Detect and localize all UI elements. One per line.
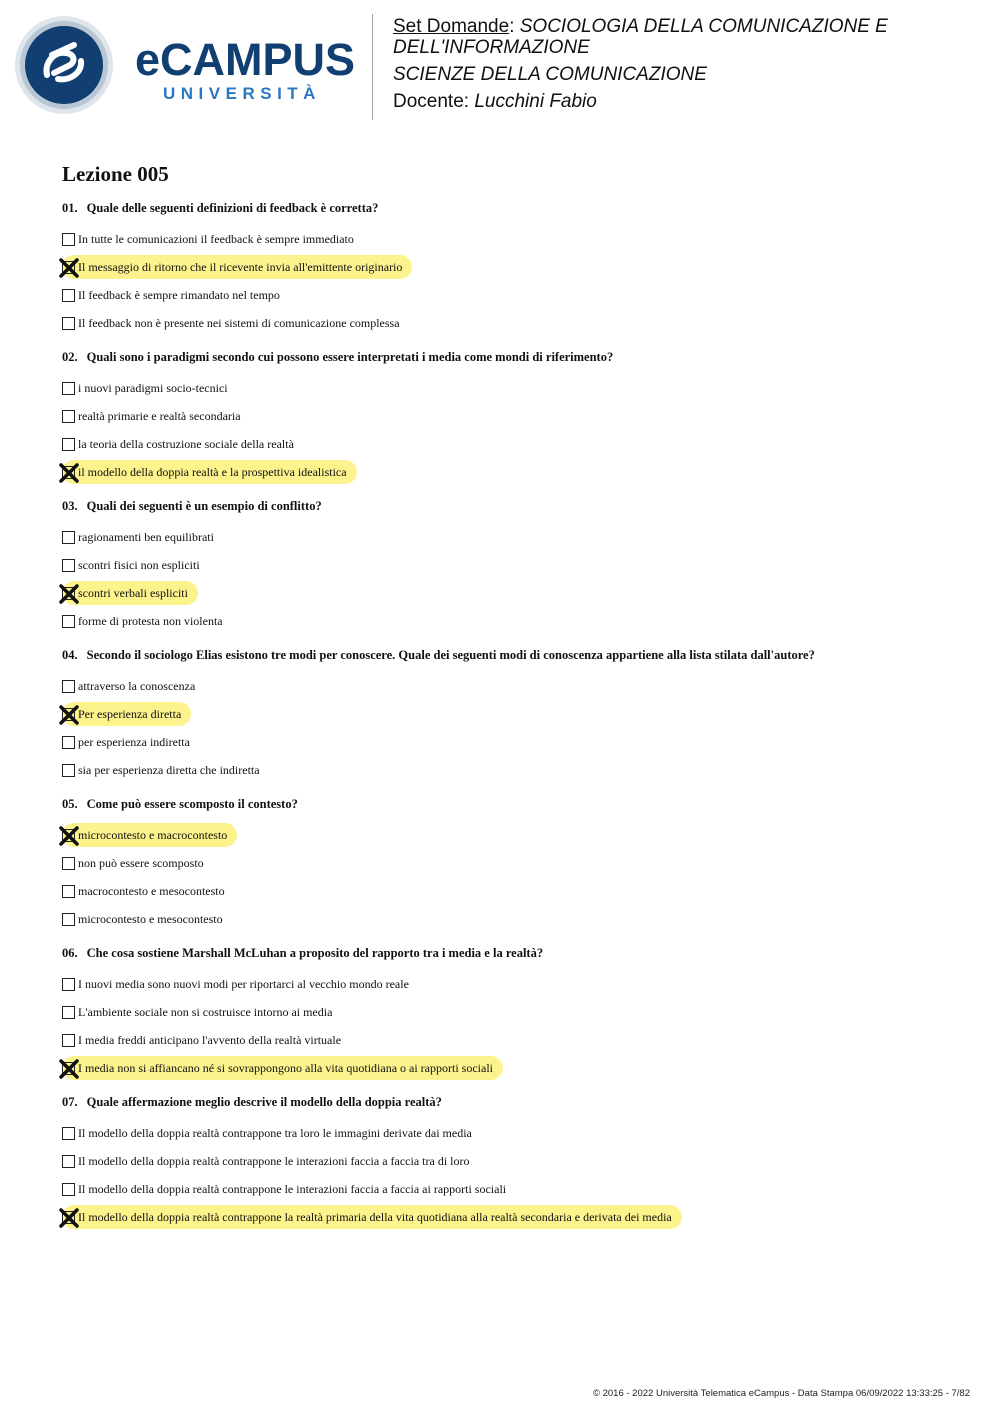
quiz-content	[62, 160, 962, 1243]
answer-option-correct[interactable]	[62, 579, 962, 607]
answer-option[interactable]	[62, 1147, 962, 1175]
answer-option[interactable]	[62, 1119, 962, 1147]
check-x-icon	[58, 704, 80, 726]
checkbox[interactable]	[62, 615, 75, 628]
answer-text: non può essere scomposto	[78, 856, 204, 870]
answer-option[interactable]	[62, 1026, 962, 1054]
checkbox[interactable]	[62, 857, 75, 870]
answer-option[interactable]	[62, 374, 962, 402]
question-number: 05.	[62, 797, 78, 811]
checkbox[interactable]	[62, 559, 75, 572]
page-footer: © 2016 - 2022 Università Telematica eCampus - Data Stampa 06/09/2022 13:33:25 - 7/82	[592, 1388, 970, 1399]
answer-text: macrocontesto e mesocontesto	[78, 884, 225, 898]
question-block	[62, 647, 962, 784]
answer-text: i nuovi paradigmi socio-tecnici	[78, 381, 228, 395]
question-text	[62, 945, 962, 961]
checkbox[interactable]	[62, 382, 75, 395]
answer-option[interactable]	[62, 430, 962, 458]
question-block	[62, 349, 962, 486]
answer-text: In tutte le comunicazioni il feedback è sempre immediato	[78, 232, 354, 246]
answer-option-correct[interactable]	[62, 700, 962, 728]
ecampus-wordmark	[135, 36, 365, 116]
question-label: Che cosa sostiene Marshall McLuhan a proposito del rapporto tra i media e la realtà?	[86, 946, 544, 960]
answer-text: la teoria della costruzione sociale della realtà	[78, 437, 294, 451]
question-label: Quali sono i paradigmi secondo cui possono essere interpretati i media come mondi di riferimento?	[86, 350, 614, 364]
checkbox[interactable]	[62, 531, 75, 544]
question-label: Quali dei seguenti è un esempio di conflitto?	[86, 499, 322, 513]
answer-text: Il modello della doppia realtà contrappone le interazioni faccia a faccia tra di loro	[78, 1154, 470, 1168]
checkbox[interactable]	[62, 1155, 75, 1168]
checkbox[interactable]	[62, 913, 75, 926]
teacher-name: Lucchini Fabio	[474, 91, 597, 112]
answer-text: forme di protesta non violenta	[78, 614, 223, 628]
question-text	[62, 200, 962, 216]
question-label: Secondo il sociologo Elias esistono tre modi per conoscere. Quale dei seguenti modi di conoscenza appartiene alla lista stilata dall'autore?	[86, 648, 815, 662]
answer-option[interactable]	[62, 877, 962, 905]
checkbox[interactable]	[62, 317, 75, 330]
answer-text: Il modello della doppia realtà contrappone tra loro le immagini derivate dai media	[78, 1126, 472, 1140]
answer-text: sia per esperienza diretta che indiretta	[78, 763, 260, 777]
check-x-icon	[58, 825, 80, 847]
checkbox[interactable]	[62, 410, 75, 423]
checkbox[interactable]	[62, 1034, 75, 1047]
check-x-icon	[58, 583, 80, 605]
answer-text: Il feedback non è presente nei sistemi di comunicazione complessa	[78, 316, 400, 330]
checkbox[interactable]	[62, 764, 75, 777]
answer-text: Il modello della doppia realtà contrappone la realtà primaria della vita quotidiana alla realtà secondaria e derivata dei media	[75, 1205, 682, 1229]
answer-option-correct[interactable]	[62, 821, 962, 849]
question-block	[62, 498, 962, 635]
answer-option-correct[interactable]	[62, 458, 962, 486]
checkbox[interactable]	[62, 680, 75, 693]
answer-text: Il modello della doppia realtà contrappone le interazioni faccia a faccia ai rapporti sociali	[78, 1182, 507, 1196]
answer-option[interactable]	[62, 970, 962, 998]
question-number: 07.	[62, 1095, 78, 1109]
question-number: 06.	[62, 946, 78, 960]
answer-text: microcontesto e macrocontesto	[75, 823, 237, 847]
course-row: Set Domande: SOCIOLOGIA DELLA COMUNICAZIONE E DELL'INFORMAZIONE	[393, 16, 888, 58]
answer-option[interactable]	[62, 728, 962, 756]
answer-text: scontri verbali espliciti	[75, 581, 198, 605]
check-x-icon	[58, 257, 80, 279]
answer-text: I media non si affiancano né si sovrappongono alla vita quotidiana o ai rapporti sociali	[75, 1056, 503, 1080]
answer-option[interactable]	[62, 849, 962, 877]
answer-text: ragionamenti ben equilibrati	[78, 530, 214, 544]
question-number: 04.	[62, 648, 78, 662]
answer-text: il modello della doppia realtà e la prospettiva idealistica	[75, 460, 357, 484]
question-number: 01.	[62, 201, 78, 215]
answer-option[interactable]	[62, 281, 962, 309]
question-number: 02.	[62, 350, 78, 364]
checkbox[interactable]	[62, 885, 75, 898]
answer-option[interactable]	[62, 225, 962, 253]
checkbox[interactable]	[62, 289, 75, 302]
answer-option[interactable]	[62, 998, 962, 1026]
question-list	[62, 200, 962, 1231]
question-number: 03.	[62, 499, 78, 513]
question-text	[62, 796, 962, 812]
answer-text: realtà primarie e realtà secondaria	[78, 409, 241, 423]
teacher-row	[393, 91, 973, 112]
answer-option[interactable]	[62, 1175, 962, 1203]
checkbox[interactable]	[62, 1127, 75, 1140]
header-divider	[372, 14, 373, 120]
degree-row	[393, 64, 973, 85]
answer-text: attraverso la conoscenza	[78, 679, 196, 693]
question-text	[62, 498, 962, 514]
answer-text: L'ambiente sociale non si costruisce intorno ai media	[78, 1005, 333, 1019]
question-text	[62, 647, 962, 663]
ecampus-logo-icon	[14, 15, 114, 115]
teacher-label: Docente:	[393, 91, 470, 112]
answer-text: Il feedback è sempre rimandato nel tempo	[78, 288, 280, 302]
question-text	[62, 349, 962, 365]
page-header	[0, 0, 1000, 140]
checkbox[interactable]	[62, 1183, 75, 1196]
question-label: Quale affermazione meglio descrive il modello della doppia realtà?	[86, 1095, 442, 1109]
answer-text: I media freddi anticipano l'avvento della realtà virtuale	[78, 1033, 342, 1047]
answer-text: Per esperienza diretta	[75, 702, 191, 726]
answer-option-correct[interactable]	[62, 1054, 962, 1082]
answer-option[interactable]	[62, 309, 962, 337]
answer-text: microcontesto e mesocontesto	[78, 912, 223, 926]
lesson-title: Lezione 005	[62, 162, 169, 186]
answer-option[interactable]	[62, 756, 962, 784]
check-x-icon	[58, 1207, 80, 1229]
checkbox[interactable]	[62, 438, 75, 451]
header-info	[393, 16, 973, 118]
set-label: Set Domande	[393, 16, 510, 37]
answer-option[interactable]	[62, 905, 962, 933]
answer-option[interactable]	[62, 523, 962, 551]
answer-option[interactable]	[62, 607, 962, 635]
question-block	[62, 200, 962, 337]
checkbox[interactable]	[62, 1006, 75, 1019]
checkbox[interactable]	[62, 233, 75, 246]
answer-option-correct[interactable]	[62, 253, 962, 281]
check-x-icon	[58, 1058, 80, 1080]
question-label: Quale delle seguenti definizioni di feedback è corretta?	[86, 201, 379, 215]
answer-text: per esperienza indiretta	[78, 735, 190, 749]
logo-brand: eCAMPUS	[135, 34, 356, 85]
answer-text: Il messaggio di ritorno che il ricevente invia all'emittente originario	[75, 255, 412, 279]
check-x-icon	[58, 462, 80, 484]
course-title: SOCIOLOGIA DELLA COMUNICAZIONE E DELL'INFORMAZIONE	[393, 16, 888, 58]
logo-sub: UNIVERSITÀ	[163, 84, 321, 103]
answer-text: I nuovi media sono nuovi modi per riportarci al vecchio mondo reale	[78, 977, 409, 991]
question-block	[62, 945, 962, 1082]
checkbox[interactable]	[62, 736, 75, 749]
answer-option[interactable]	[62, 402, 962, 430]
question-block	[62, 796, 962, 933]
checkbox[interactable]	[62, 978, 75, 991]
answer-option[interactable]	[62, 551, 962, 579]
question-text	[62, 1094, 962, 1110]
answer-option[interactable]	[62, 672, 962, 700]
degree-name: SCIENZE DELLA COMUNICAZIONE	[393, 64, 707, 85]
answer-text: scontri fisici non espliciti	[78, 558, 200, 572]
question-block	[62, 1094, 962, 1231]
answer-option-correct[interactable]	[62, 1203, 962, 1231]
question-label: Come può essere scomposto il contesto?	[86, 797, 298, 811]
